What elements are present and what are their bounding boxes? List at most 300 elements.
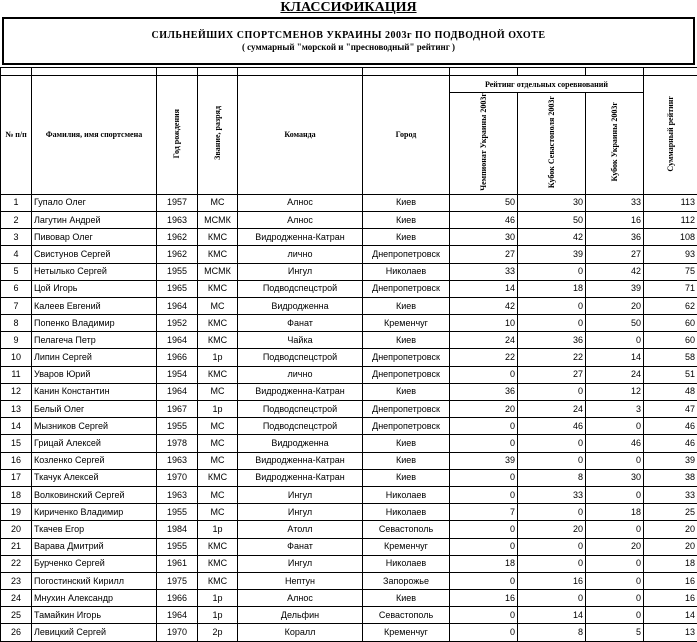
rating-cup-sev: 16: [518, 572, 586, 589]
table-row: [1, 418, 697, 435]
rank: МС: [198, 297, 238, 314]
row-number: 1: [1, 194, 32, 211]
rating-cup-ukr: 42: [586, 263, 644, 280]
rating-cup-ukr: 18: [586, 504, 644, 521]
team: Ингул: [238, 555, 363, 572]
athlete-name: Лагутин Андрей: [32, 211, 157, 228]
team: Ингул: [238, 486, 363, 503]
rank: КМС: [198, 572, 238, 589]
rating-cup-sev: 20: [518, 521, 586, 538]
birth-year: 1962: [157, 246, 198, 263]
birth-year: 1966: [157, 349, 198, 366]
rank: МС: [198, 194, 238, 211]
rating-total: 48: [644, 383, 697, 400]
row-number: 20: [1, 521, 32, 538]
rating-cup-ukr: 0: [586, 452, 644, 469]
city: Днепропетровск: [363, 280, 450, 297]
team: Дельфин: [238, 607, 363, 624]
row-number: 4: [1, 246, 32, 263]
rating-cup-ukr: 0: [586, 486, 644, 503]
row-number: 7: [1, 297, 32, 314]
rating-cup-ukr: 14: [586, 349, 644, 366]
rating-champ: 16: [450, 590, 518, 607]
rating-cup-sev: 8: [518, 469, 586, 486]
athlete-name: Волковинский Сергей: [32, 486, 157, 503]
row-number: 22: [1, 555, 32, 572]
rating-cup-ukr: 12: [586, 383, 644, 400]
row-number: 17: [1, 469, 32, 486]
rating-cup-sev: 0: [518, 504, 586, 521]
row-number: 26: [1, 624, 32, 641]
header-city: Город: [363, 76, 450, 195]
city: Днепропетровск: [363, 401, 450, 418]
rating-champ: 0: [450, 521, 518, 538]
rating-cup-ukr: 0: [586, 607, 644, 624]
rating-champ: 0: [450, 538, 518, 555]
rating-cup-ukr: 0: [586, 590, 644, 607]
athlete-name: Грицай Алексей: [32, 435, 157, 452]
athlete-name: Канин Константин: [32, 383, 157, 400]
table-row: [1, 435, 697, 452]
table-row: [1, 246, 697, 263]
table-row: [1, 280, 697, 297]
team: Фанат: [238, 315, 363, 332]
city: Кременчуг: [363, 315, 450, 332]
rating-cup-sev: 36: [518, 332, 586, 349]
rank: МСМК: [198, 211, 238, 228]
rating-cup-sev: 14: [518, 607, 586, 624]
table-row: [1, 366, 697, 383]
birth-year: 1970: [157, 469, 198, 486]
rank: 1р: [198, 521, 238, 538]
city: Николаев: [363, 486, 450, 503]
rating-champ: 10: [450, 315, 518, 332]
rating-cup-sev: 30: [518, 194, 586, 211]
team: Алнос: [238, 211, 363, 228]
city: Киев: [363, 469, 450, 486]
city: Киев: [363, 211, 450, 228]
table-row: [1, 555, 697, 572]
birth-year: 1965: [157, 280, 198, 297]
team: Видродженна-Катран: [238, 469, 363, 486]
rating-cup-ukr: 20: [586, 538, 644, 555]
header-cup-sev: Кубок Севастополя 2003г: [518, 93, 586, 195]
row-number: 15: [1, 435, 32, 452]
rating-champ: 14: [450, 280, 518, 297]
rating-total: 113: [644, 194, 697, 211]
rating-cup-ukr: 39: [586, 280, 644, 297]
rating-cup-sev: 0: [518, 590, 586, 607]
rating-cup-ukr: 0: [586, 521, 644, 538]
rank: КМС: [198, 315, 238, 332]
rating-total: 38: [644, 469, 697, 486]
city: Кременчуг: [363, 624, 450, 641]
birth-year: 1955: [157, 418, 198, 435]
rank: МС: [198, 452, 238, 469]
rank: КМС: [198, 280, 238, 297]
rating-cup-ukr: 24: [586, 366, 644, 383]
team: Подводспецстрой: [238, 401, 363, 418]
row-number: 5: [1, 263, 32, 280]
rank: 2р: [198, 624, 238, 641]
rating-champ: 7: [450, 504, 518, 521]
rating-champ: 0: [450, 607, 518, 624]
row-number: 25: [1, 607, 32, 624]
rating-champ: 0: [450, 486, 518, 503]
rating-total: 46: [644, 418, 697, 435]
city: Киев: [363, 435, 450, 452]
athlete-name: Калеев Евгений: [32, 297, 157, 314]
athlete-name: Попенко Владимир: [32, 315, 157, 332]
rank: МС: [198, 504, 238, 521]
header-cup-ukr: Кубок Украины 2003г: [586, 93, 644, 195]
rating-cup-sev: 46: [518, 418, 586, 435]
athlete-name: Пивовар Олег: [32, 229, 157, 246]
city: Киев: [363, 590, 450, 607]
header-champ: Чемпионат Украины 2003г: [450, 93, 518, 195]
rating-champ: 27: [450, 246, 518, 263]
rating-total: 14: [644, 607, 697, 624]
team: лично: [238, 246, 363, 263]
birth-year: 1964: [157, 607, 198, 624]
team: Ингул: [238, 263, 363, 280]
rating-champ: 33: [450, 263, 518, 280]
rating-total: 33: [644, 486, 697, 503]
page-title: КЛАССИФИКАЦИЯ: [0, 0, 697, 16]
birth-year: 1975: [157, 572, 198, 589]
birth-year: 1952: [157, 315, 198, 332]
row-number: 24: [1, 590, 32, 607]
rating-cup-sev: 0: [518, 263, 586, 280]
rating-total: 60: [644, 315, 697, 332]
classification-table: [0, 67, 697, 642]
rating-cup-sev: 0: [518, 435, 586, 452]
table-row: [1, 383, 697, 400]
row-number: 3: [1, 229, 32, 246]
athlete-name: Тамайкин Игорь: [32, 607, 157, 624]
table-row: [1, 401, 697, 418]
rating-total: 51: [644, 366, 697, 383]
rating-total: 20: [644, 521, 697, 538]
athlete-name: Мнухин Александр: [32, 590, 157, 607]
athlete-name: Цой Игорь: [32, 280, 157, 297]
table-body: [1, 194, 697, 641]
rating-total: 71: [644, 280, 697, 297]
rating-cup-ukr: 30: [586, 469, 644, 486]
rank: КМС: [198, 332, 238, 349]
rating-cup-ukr: 36: [586, 229, 644, 246]
row-number: 11: [1, 366, 32, 383]
athlete-name: Уваров Юрий: [32, 366, 157, 383]
team: Подводспецстрой: [238, 418, 363, 435]
rating-cup-ukr: 0: [586, 418, 644, 435]
row-number: 8: [1, 315, 32, 332]
rating-cup-ukr: 0: [586, 555, 644, 572]
rank: 1р: [198, 607, 238, 624]
rating-champ: 0: [450, 366, 518, 383]
rating-champ: 46: [450, 211, 518, 228]
header-rank: Звание, разряд: [198, 76, 238, 195]
table-row: [1, 572, 697, 589]
rating-cup-ukr: 46: [586, 435, 644, 452]
birth-year: 1964: [157, 332, 198, 349]
city: Николаев: [363, 263, 450, 280]
header-team: Команда: [238, 76, 363, 195]
rating-total: 46: [644, 435, 697, 452]
city: Киев: [363, 297, 450, 314]
birth-year: 1966: [157, 590, 198, 607]
birth-year: 1961: [157, 555, 198, 572]
caption-line-2: ( суммарный "морской и "пресноводный" рейтинг ): [4, 42, 693, 52]
city: Киев: [363, 229, 450, 246]
header-row-1: [1, 76, 697, 93]
rating-cup-ukr: 16: [586, 211, 644, 228]
team: Подводспецстрой: [238, 280, 363, 297]
row-number: 6: [1, 280, 32, 297]
rating-cup-ukr: 3: [586, 401, 644, 418]
row-number: 14: [1, 418, 32, 435]
rating-total: 25: [644, 504, 697, 521]
birth-year: 1964: [157, 383, 198, 400]
caption-line-1: СИЛЬНЕЙШИХ СПОРТСМЕНОВ УКРАИНЫ 2003г ПО ПОДВОДНОЙ ОХОТЕ: [4, 30, 693, 41]
rating-total: 112: [644, 211, 697, 228]
athlete-name: Варава Дмитрий: [32, 538, 157, 555]
rank: МС: [198, 435, 238, 452]
city: Днепропетровск: [363, 418, 450, 435]
rating-cup-sev: 27: [518, 366, 586, 383]
row-number: 18: [1, 486, 32, 503]
rating-cup-sev: 0: [518, 538, 586, 555]
birth-year: 1957: [157, 194, 198, 211]
team: Ингул: [238, 504, 363, 521]
rank: МС: [198, 486, 238, 503]
header-year: Год рождения: [157, 76, 198, 195]
header-ratings-group: Рейтинг отдельных соревнований: [450, 76, 644, 93]
rating-cup-sev: 0: [518, 383, 586, 400]
table-row: [1, 229, 697, 246]
rank: МС: [198, 418, 238, 435]
rating-cup-sev: 8: [518, 624, 586, 641]
rating-total: 60: [644, 332, 697, 349]
table-row: [1, 624, 697, 641]
table-row: [1, 349, 697, 366]
athlete-name: Ткачев Егор: [32, 521, 157, 538]
city: Кременчуг: [363, 538, 450, 555]
birth-year: 1964: [157, 297, 198, 314]
athlete-name: Свистунов Сергей: [32, 246, 157, 263]
table-row: [1, 590, 697, 607]
rating-cup-ukr: 50: [586, 315, 644, 332]
team: Видродженна-Катран: [238, 383, 363, 400]
rating-cup-sev: 18: [518, 280, 586, 297]
rank: КМС: [198, 469, 238, 486]
rating-cup-sev: 0: [518, 297, 586, 314]
team: Видродженна: [238, 297, 363, 314]
rating-champ: 20: [450, 401, 518, 418]
rating-champ: 0: [450, 624, 518, 641]
birth-year: 1962: [157, 229, 198, 246]
city: Киев: [363, 332, 450, 349]
rating-champ: 42: [450, 297, 518, 314]
athlete-name: Кириченко Владимир: [32, 504, 157, 521]
rating-total: 93: [644, 246, 697, 263]
table-row: [1, 315, 697, 332]
row-number: 21: [1, 538, 32, 555]
table-row: [1, 297, 697, 314]
table-row: [1, 332, 697, 349]
rank: КМС: [198, 538, 238, 555]
header-num: № п/п: [1, 76, 32, 195]
rating-total: 62: [644, 297, 697, 314]
city: Киев: [363, 452, 450, 469]
rating-cup-sev: 33: [518, 486, 586, 503]
rating-champ: 24: [450, 332, 518, 349]
table-row: [1, 521, 697, 538]
table-caption: [2, 17, 695, 65]
team: лично: [238, 366, 363, 383]
table-row: [1, 504, 697, 521]
athlete-name: Левицкий Сергей: [32, 624, 157, 641]
rating-champ: 39: [450, 452, 518, 469]
rating-total: 108: [644, 229, 697, 246]
birth-year: 1955: [157, 538, 198, 555]
rating-total: 16: [644, 590, 697, 607]
header-total: Суммарный рейтинг: [644, 76, 697, 195]
team: Видродженна: [238, 435, 363, 452]
athlete-name: Ткачук Алексей: [32, 469, 157, 486]
athlete-name: Погостинский Кирилл: [32, 572, 157, 589]
city: Киев: [363, 194, 450, 211]
rating-champ: 36: [450, 383, 518, 400]
athlete-name: Козленко Сергей: [32, 452, 157, 469]
team: Фанат: [238, 538, 363, 555]
header-name: Фамилия, имя спортсмена: [32, 76, 157, 195]
rank: 1р: [198, 590, 238, 607]
row-number: 9: [1, 332, 32, 349]
rating-champ: 50: [450, 194, 518, 211]
header-spacer-row: [1, 68, 697, 76]
rating-total: 58: [644, 349, 697, 366]
team: Видродженна-Катран: [238, 452, 363, 469]
team: Подводспецстрой: [238, 349, 363, 366]
rating-cup-ukr: 20: [586, 297, 644, 314]
rating-champ: 22: [450, 349, 518, 366]
rating-total: 47: [644, 401, 697, 418]
rating-cup-sev: 22: [518, 349, 586, 366]
rating-total: 39: [644, 452, 697, 469]
row-number: 13: [1, 401, 32, 418]
table-row: [1, 194, 697, 211]
birth-year: 1978: [157, 435, 198, 452]
rating-cup-ukr: 0: [586, 572, 644, 589]
rating-champ: 0: [450, 469, 518, 486]
table-row: [1, 607, 697, 624]
team: Нептун: [238, 572, 363, 589]
row-number: 2: [1, 211, 32, 228]
city: Днепропетровск: [363, 246, 450, 263]
table-row: [1, 538, 697, 555]
city: Запорожье: [363, 572, 450, 589]
rank: КМС: [198, 246, 238, 263]
rating-cup-sev: 0: [518, 452, 586, 469]
athlete-name: Нетылько Сергей: [32, 263, 157, 280]
rating-champ: 18: [450, 555, 518, 572]
city: Днепропетровск: [363, 366, 450, 383]
rank: 1р: [198, 401, 238, 418]
birth-year: 1963: [157, 486, 198, 503]
row-number: 12: [1, 383, 32, 400]
team: Атолл: [238, 521, 363, 538]
athlete-name: Белый Олег: [32, 401, 157, 418]
rating-cup-sev: 0: [518, 555, 586, 572]
city: Николаев: [363, 504, 450, 521]
rank: КМС: [198, 366, 238, 383]
table-row: [1, 452, 697, 469]
athlete-name: Мызников Сергей: [32, 418, 157, 435]
row-number: 10: [1, 349, 32, 366]
athlete-name: Гупало Олег: [32, 194, 157, 211]
birth-year: 1963: [157, 211, 198, 228]
athlete-name: Липин Сергей: [32, 349, 157, 366]
rating-cup-ukr: 5: [586, 624, 644, 641]
rating-cup-ukr: 0: [586, 332, 644, 349]
rating-cup-sev: 42: [518, 229, 586, 246]
rating-champ: 0: [450, 418, 518, 435]
rating-cup-sev: 39: [518, 246, 586, 263]
row-number: 19: [1, 504, 32, 521]
birth-year: 1955: [157, 504, 198, 521]
rating-champ: 0: [450, 435, 518, 452]
rating-cup-sev: 24: [518, 401, 586, 418]
rating-total: 18: [644, 555, 697, 572]
city: Днепропетровск: [363, 349, 450, 366]
rating-cup-sev: 50: [518, 211, 586, 228]
team: Алнос: [238, 590, 363, 607]
table-row: [1, 263, 697, 280]
city: Киев: [363, 383, 450, 400]
table-row: [1, 486, 697, 503]
birth-year: 1970: [157, 624, 198, 641]
rating-total: 13: [644, 624, 697, 641]
team: Чайка: [238, 332, 363, 349]
rating-cup-ukr: 33: [586, 194, 644, 211]
athlete-name: Бурченко Сергей: [32, 555, 157, 572]
birth-year: 1984: [157, 521, 198, 538]
row-number: 23: [1, 572, 32, 589]
rating-cup-sev: 0: [518, 315, 586, 332]
rating-champ: 30: [450, 229, 518, 246]
rating-total: 16: [644, 572, 697, 589]
rating-cup-ukr: 27: [586, 246, 644, 263]
city: Севастополь: [363, 607, 450, 624]
table-row: [1, 469, 697, 486]
row-number: 16: [1, 452, 32, 469]
team: Видродженна-Катран: [238, 229, 363, 246]
rank: 1р: [198, 349, 238, 366]
city: Николаев: [363, 555, 450, 572]
birth-year: 1955: [157, 263, 198, 280]
rating-champ: 0: [450, 572, 518, 589]
table-row: [1, 211, 697, 228]
rank: МСМК: [198, 263, 238, 280]
birth-year: 1963: [157, 452, 198, 469]
team: Алнос: [238, 194, 363, 211]
rating-total: 20: [644, 538, 697, 555]
birth-year: 1967: [157, 401, 198, 418]
birth-year: 1954: [157, 366, 198, 383]
team: Коралл: [238, 624, 363, 641]
city: Севастополь: [363, 521, 450, 538]
